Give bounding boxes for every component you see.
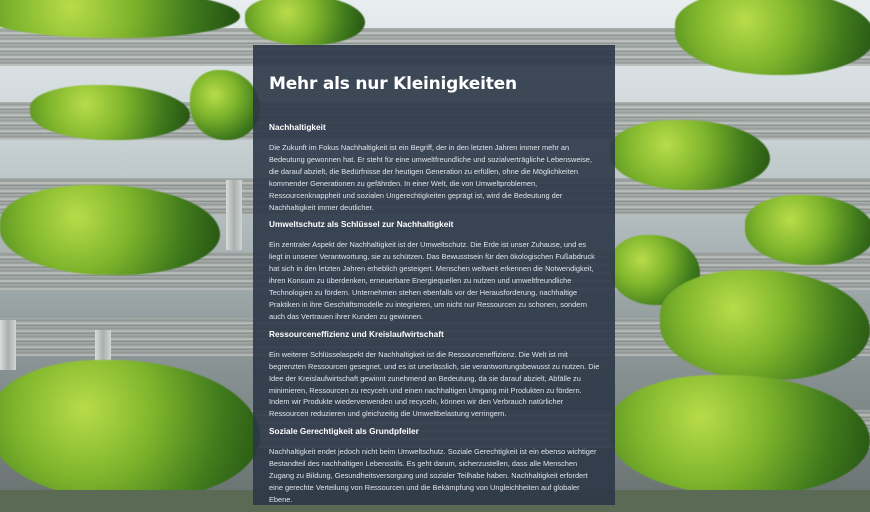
plant <box>190 70 260 140</box>
section-heading: Ressourceneffizienz und Kreislaufwirtschaft <box>269 328 444 339</box>
section-nachhaltigkeit <box>269 122 601 213</box>
section-text: Nachhaltigkeit endet jedoch nicht beim Umweltschutz. Soziale Gerechtigkeit ist ein ebenso wichtiger Bestandteil des nachhaltigen Lebensstils. Es geht darum, sicherzustellen, dass alle Menschen Zugang zu Bildung, Gesundheitsversorgung und sozialer Teilhabe haben. Nachhaltigkeit erfordert eine gerechte Verteilung von Ressourcen und die Bekämpfung von Ungleichheiten auf globaler Ebene. <box>269 447 597 504</box>
section-umweltschutz <box>269 219 601 322</box>
plant <box>745 195 870 265</box>
article-body <box>269 122 601 512</box>
section-heading: Nachhaltigkeit <box>269 122 326 132</box>
section-text: Die Zukunft im Fokus Nachhaltigkeit ist ein Begriff, der in den letzten Jahren immer mehr an Bedeutung gewonnen hat. Er steht für eine umweltfreundliche und sozialverträgliche Lebensweise, die darauf abzielt, die Bedürfnisse der heutigen Generation zu erfüllen, ohne die Möglichkeiten kommender Generationen zu gefährden. In einer Welt, die von Umweltproblemen, Ressourcenknappheit und sozialen Ungerechtigkeiten geprägt ist, wird die Bedeutung der Nachhaltigkeit immer deutlicher. <box>269 143 592 212</box>
content-panel <box>253 45 615 505</box>
page-title: Mehr als nur Kleinigkeiten <box>269 74 517 94</box>
section-text: Ein zentraler Aspekt der Nachhaltigkeit ist der Umweltschutz. Die Erde ist unser Zuhause, und es liegt in unserer Verantwortung, sie zu schützen. Das Bewusstsein für den ökologischen Fußabdruck hat sich in den letzten Jahren erheblich gesteigert. Menschen weltweit erkennen die Notwendigkeit, ihren Konsum zu überdenken, erneuerbare Energiequellen zu nutzen und umweltfreundliche Technologien zu fördern. Unternehmen stehen ebenfalls vor der Herausforderung, nachhaltige Praktiken in ihre Geschäftsmodelle zu integrieren, um nicht nur Ressourcen zu schonen, sondern auch das Vertrauen ihrer Kunden zu gewinnen. <box>269 240 595 321</box>
plant <box>30 85 190 140</box>
plant <box>0 360 260 490</box>
pillar <box>0 320 16 370</box>
pillar <box>226 180 242 250</box>
section-text: Ein weiterer Schlüsselaspekt der Nachhaltigkeit ist die Ressourceneffizienz. Die Welt ist mit begrenzten Ressourcen gesegnet, und es ist unerlässlich, sie verantwortungsbewusst zu nutzen. Die Idee der Kreislaufwirtschaft gewinnt zunehmend an Bedeutung, da sie darauf abzielt, Abfälle zu minimieren, Ressourcen zu recyceln und einen nachhaltigen Umgang mit Produkten zu fördern. Indem wir Produkte wiederverwenden und recyceln, können wir den Verbrauch natürlicher Ressourcen reduzieren und gleichzeitig die Umweltbelastung verringern. <box>269 349 600 419</box>
section-ressourceneffizienz <box>269 329 601 420</box>
plant <box>245 0 365 45</box>
plant <box>610 375 870 490</box>
section-soziale-gerechtigkeit <box>269 426 601 506</box>
section-heading: Umweltschutz als Schlüssel zur Nachhaltigkeit <box>269 219 454 230</box>
section-heading: Soziale Gerechtigkeit als Grundpfeiler <box>269 426 419 437</box>
